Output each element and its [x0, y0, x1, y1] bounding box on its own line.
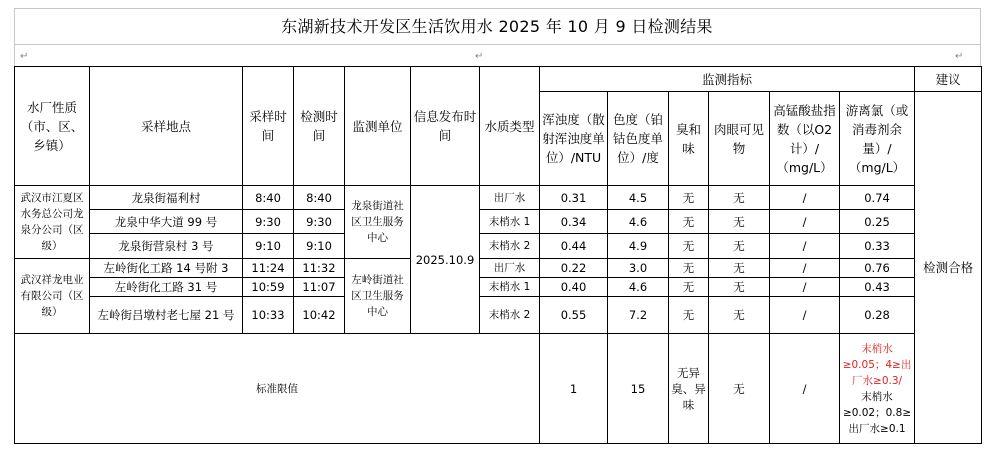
site-cell: 龙泉中华大道 99 号 [90, 210, 243, 234]
header-publish-time: 信息发布时间 [411, 67, 480, 186]
unit-cell: 龙泉街道社区卫生服务中心 [345, 186, 411, 259]
turbidity-cell: 0.55 [540, 297, 608, 334]
water-type-cell: 出厂水 [480, 259, 540, 278]
header-test-time: 检测时间 [294, 67, 345, 186]
color-cell: 4.6 [608, 278, 669, 297]
header-sample-time: 采样时间 [243, 67, 294, 186]
odor-cell: 无 [669, 278, 709, 297]
sample-time-cell: 10:33 [243, 297, 294, 334]
water-type-cell: 末梢水 1 [480, 210, 540, 234]
test-time-cell: 10:42 [294, 297, 345, 334]
chlorine-cell: 0.28 [840, 297, 915, 334]
limit-chlorine-black: 末梢水≥0.02；0.8≥出厂水≥0.1 [842, 390, 912, 435]
table-row [15, 234, 982, 259]
limits-row [15, 334, 982, 444]
permanganate-cell: / [770, 210, 840, 234]
test-time-cell: 11:32 [294, 259, 345, 278]
publish-date-cell: 2025.10.9 [411, 186, 480, 334]
sample-time-cell: 9:10 [243, 234, 294, 259]
header-permanganate: 高锰酸盐指数（以O2计）/（mg/L） [770, 92, 840, 186]
header-row [15, 67, 982, 92]
page-guide-top [14, 8, 981, 9]
site-cell: 左岭街吕墩村老七屋 21 号 [90, 297, 243, 334]
permanganate-cell: / [770, 297, 840, 334]
permanganate-cell: / [770, 234, 840, 259]
table-row [15, 259, 982, 278]
header-odor: 臭和味 [669, 92, 709, 186]
sample-time-cell: 8:40 [243, 186, 294, 210]
header-chlorine: 游离氯（或消毒剂余量）/（mg/L） [840, 92, 915, 186]
header-advice: 建议 [915, 67, 982, 92]
water-type-cell: 末梢水 2 [480, 297, 540, 334]
color-cell: 4.5 [608, 186, 669, 210]
limit-color: 15 [608, 334, 669, 444]
turbidity-cell: 0.22 [540, 259, 608, 278]
test-time-cell: 9:10 [294, 234, 345, 259]
water-type-cell: 末梢水 2 [480, 234, 540, 259]
limit-chlorine [840, 334, 915, 444]
odor-cell: 无 [669, 297, 709, 334]
limit-chlorine-red: 末梢水≥0.05；4≥出厂水≥0.3/ [842, 342, 912, 387]
sample-time-cell: 10:59 [243, 278, 294, 297]
site-cell: 左岭街化工路 31 号 [90, 278, 243, 297]
header-color: 色度（铂钴色度单位）/度 [608, 92, 669, 186]
odor-cell: 无 [669, 234, 709, 259]
water-type-cell: 末梢水 1 [480, 278, 540, 297]
color-cell: 3.0 [608, 259, 669, 278]
header-indicators: 监测指标 [540, 67, 915, 92]
color-cell: 7.2 [608, 297, 669, 334]
permanganate-cell: / [770, 278, 840, 297]
odor-cell: 无 [669, 210, 709, 234]
paragraph-mark: ↵ [20, 51, 29, 62]
turbidity-cell: 0.31 [540, 186, 608, 210]
header-water-type: 水质类型 [480, 67, 540, 186]
visible-cell: 无 [709, 259, 770, 278]
paragraph-mark: ↵ [955, 51, 964, 62]
table-row [15, 297, 982, 334]
site-cell: 龙泉街福利村 [90, 186, 243, 210]
color-cell: 4.9 [608, 234, 669, 259]
limits-label: 标准限值 [15, 334, 540, 444]
permanganate-cell: / [770, 259, 840, 278]
header-visible: 肉眼可见物 [709, 92, 770, 186]
turbidity-cell: 0.40 [540, 278, 608, 297]
chlorine-cell: 0.76 [840, 259, 915, 278]
header-plant-type: 水厂性质（市、区、乡镇） [15, 67, 90, 186]
page-guide-title [14, 44, 981, 45]
sample-time-cell: 9:30 [243, 210, 294, 234]
visible-cell: 无 [709, 186, 770, 210]
table-row [15, 278, 982, 297]
page-title: 东湖新技术开发区生活饮用水 2025 年 10 月 9 日检测结果 [281, 17, 713, 36]
plant-cell: 武汉祥龙电业有限公司（区级） [15, 259, 90, 334]
header-monitor-unit: 监测单位 [345, 67, 411, 186]
paragraph-mark: ↵ [475, 51, 484, 62]
permanganate-cell: / [770, 186, 840, 210]
site-cell: 左岭街化工路 14 号附 3 [90, 259, 243, 278]
test-time-cell: 8:40 [294, 186, 345, 210]
plant-cell: 武汉市江夏区水务总公司龙泉分公司（区级） [15, 186, 90, 259]
site-cell: 龙泉街营泉村 3 号 [90, 234, 243, 259]
visible-cell: 无 [709, 234, 770, 259]
results-table [14, 66, 982, 444]
turbidity-cell: 0.44 [540, 234, 608, 259]
table-row [15, 210, 982, 234]
test-time-cell: 9:30 [294, 210, 345, 234]
header-turbidity: 浑浊度（散射浑浊度单位）/NTU [540, 92, 608, 186]
turbidity-cell: 0.34 [540, 210, 608, 234]
chlorine-cell: 0.43 [840, 278, 915, 297]
visible-cell: 无 [709, 297, 770, 334]
odor-cell: 无 [669, 259, 709, 278]
header-sample-site: 采样地点 [90, 67, 243, 186]
sample-time-cell: 11:24 [243, 259, 294, 278]
visible-cell: 无 [709, 278, 770, 297]
chlorine-cell: 0.33 [840, 234, 915, 259]
visible-cell: 无 [709, 210, 770, 234]
water-type-cell: 出厂水 [480, 186, 540, 210]
limit-turbidity: 1 [540, 334, 608, 444]
odor-cell: 无 [669, 186, 709, 210]
limit-visible: 无 [709, 334, 770, 444]
chlorine-cell: 0.25 [840, 210, 915, 234]
result-cell: 检测合格 [915, 92, 982, 444]
table-row [15, 186, 982, 210]
chlorine-cell: 0.74 [840, 186, 915, 210]
test-time-cell: 11:07 [294, 278, 345, 297]
color-cell: 4.6 [608, 210, 669, 234]
limit-permanganate: / [770, 334, 840, 444]
limit-odor: 无异臭、异味 [669, 334, 709, 444]
unit-cell: 左岭街道社区卫生服务中心 [345, 259, 411, 334]
